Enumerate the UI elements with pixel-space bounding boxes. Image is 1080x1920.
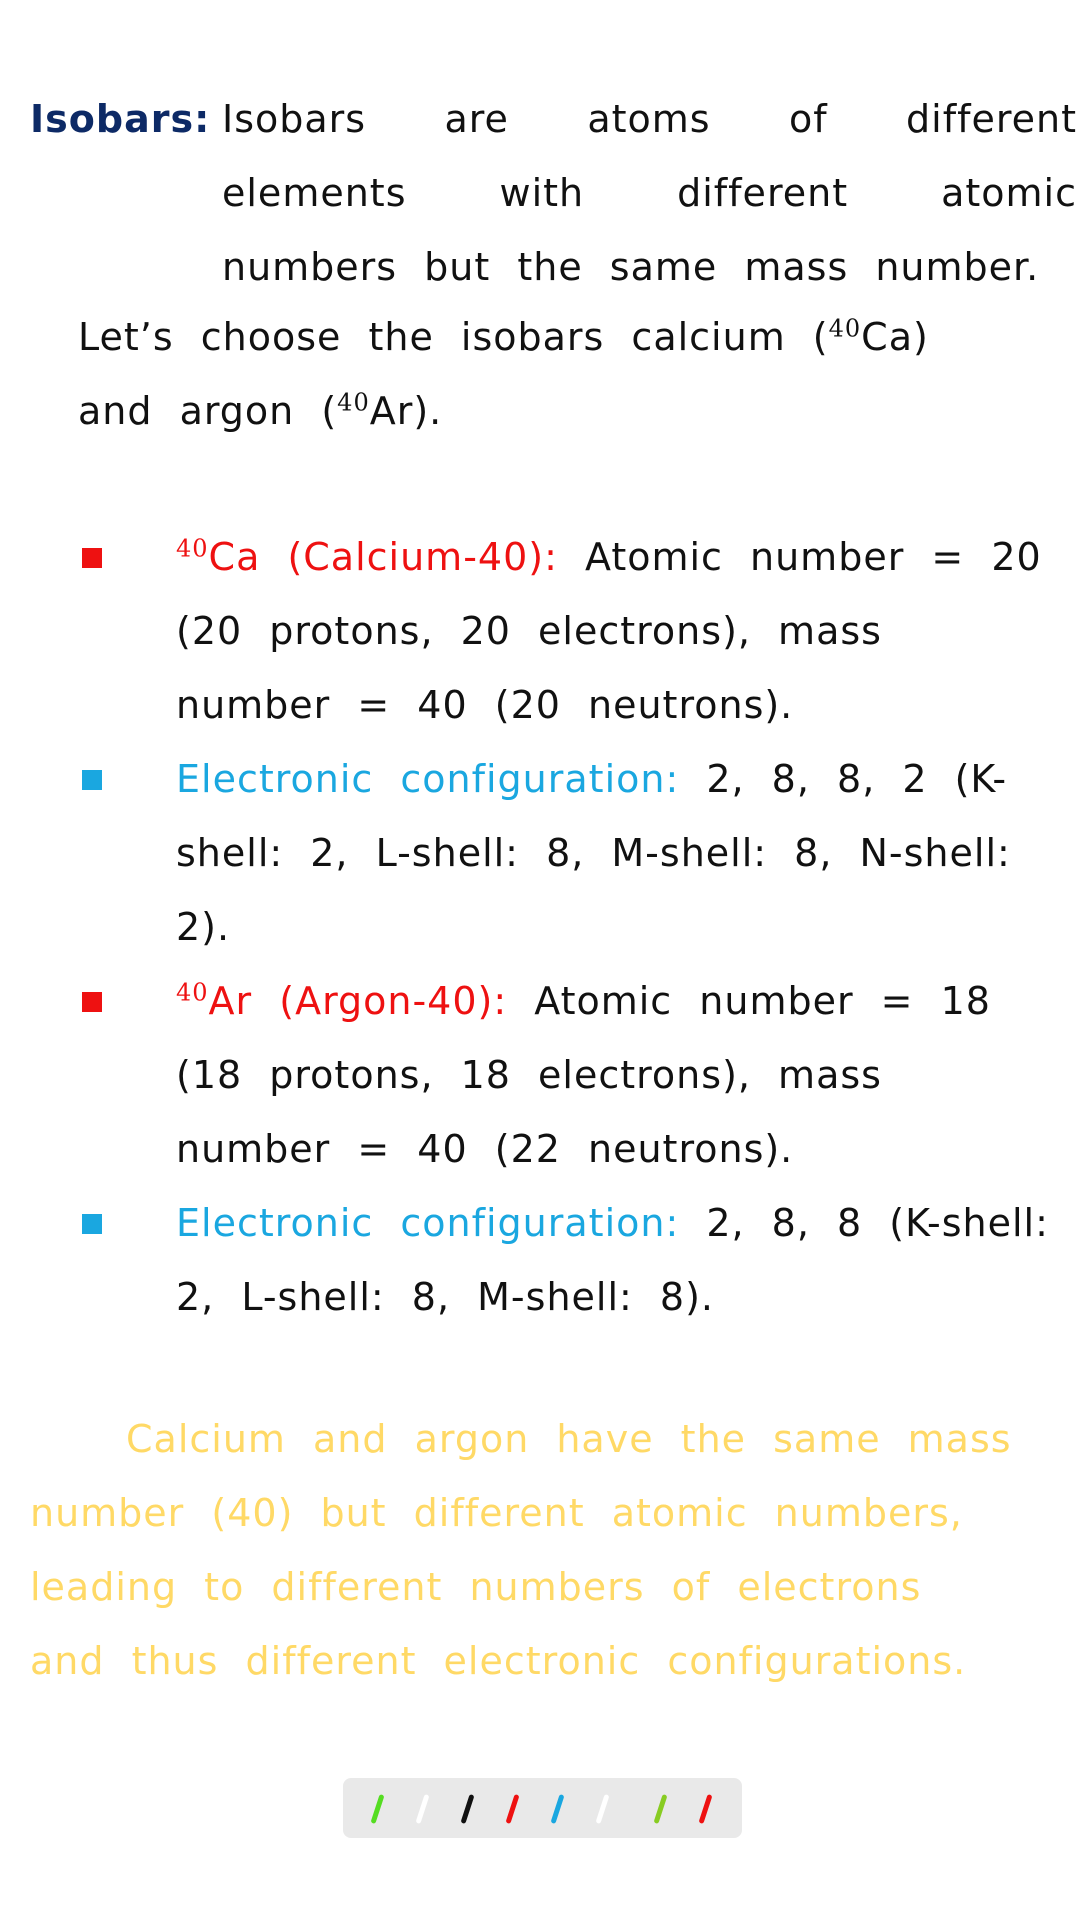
- bullet-label: Electronic configuration:: [176, 1201, 680, 1245]
- bullet-label: $^{40}$Ca (Calcium-40):: [176, 534, 558, 579]
- stroke-icon: [653, 1794, 667, 1824]
- square-bullet-icon: [82, 770, 102, 790]
- intro-text-middle: ) and argon (: [78, 315, 929, 433]
- bullet-superscript: 40: [176, 978, 209, 1007]
- intro-text-end: ).: [413, 389, 443, 433]
- bullet-text: Atomic number = 18 (18 protons, 18 electrons), mass number = 40 (22 neutrons).: [176, 979, 991, 1171]
- square-bullet-icon: [82, 548, 102, 568]
- stroke-icon: [460, 1794, 474, 1824]
- stroke-icon: [550, 1794, 564, 1824]
- square-bullet-icon: [82, 1214, 102, 1234]
- bullet-text: Atomic number = 20 (20 protons, 20 electrons), mass number = 40 (20 neutrons).: [176, 535, 1042, 727]
- bullet-calcium-config: [78, 742, 1058, 964]
- bullet-label: $^{40}$Ar (Argon-40):: [176, 978, 508, 1023]
- calcium-mass-number: 40: [828, 314, 862, 343]
- color-stroke-bar: [343, 1778, 742, 1838]
- summary-paragraph: Calcium and argon have the same mass number (40) but different atomic numbers, leading to different numbers of electrons and thus different electronic configurations.: [30, 1417, 1012, 1683]
- argon-symbol: Ar: [369, 389, 414, 433]
- intro-paragraph: [78, 300, 978, 448]
- bullet-argon-config: [78, 1186, 1058, 1334]
- bullet-list: [78, 520, 1058, 1334]
- bullet-text: 2, 8, 8, 2 (K-shell: 2, L-shell: 8, M-shell: 8, N-shell: 2).: [176, 757, 1011, 949]
- bullet-label: Electronic configuration:: [176, 757, 680, 801]
- stroke-icon: [698, 1794, 712, 1824]
- square-bullet-icon: [82, 992, 102, 1012]
- definition-term: Isobars:: [30, 97, 211, 141]
- stroke-icon: [415, 1794, 429, 1824]
- stroke-icon: [370, 1794, 384, 1824]
- definition-text: Isobars are atoms of different elements with different atomic numbers but the same mass number.: [222, 97, 1077, 289]
- bullet-text: 2, 8, 8 (K-shell: 2, L-shell: 8, M-shell: 8).: [176, 1201, 1049, 1319]
- bullet-superscript: 40: [176, 534, 209, 563]
- bullet-calcium: [78, 520, 1058, 742]
- bullet-argon: [78, 964, 1058, 1186]
- argon-mass-number: 40: [337, 388, 370, 417]
- calcium-symbol: Ca: [861, 315, 913, 359]
- intro-text-before-ca: Let’s choose the isobars calcium (: [78, 315, 829, 359]
- stroke-icon: [595, 1794, 609, 1824]
- stroke-icon: [505, 1794, 519, 1824]
